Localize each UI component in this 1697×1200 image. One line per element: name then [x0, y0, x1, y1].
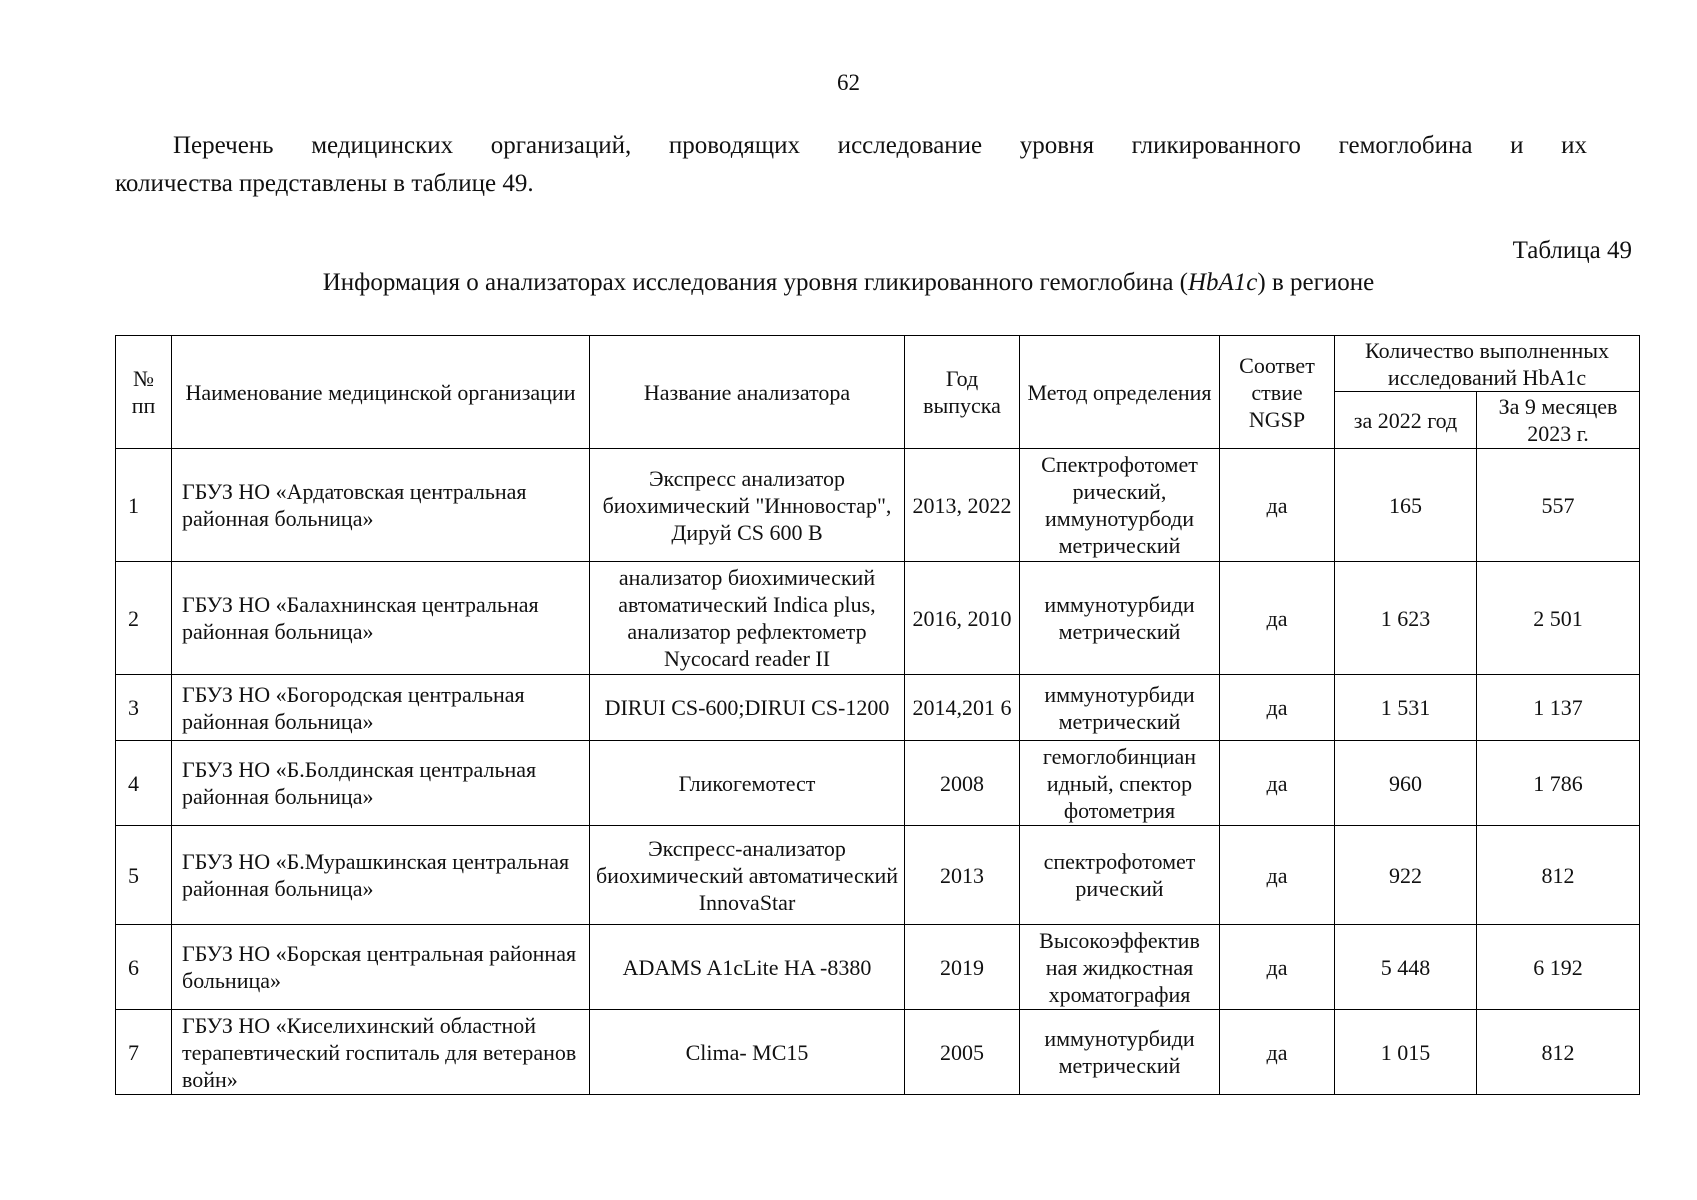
header-analyzer: Название анализатора — [590, 336, 905, 449]
cell-analyzer: ADAMS A1cLite HA -8380 — [590, 925, 905, 1010]
header-count-group: Количество выполненных исследований HbA1c — [1335, 336, 1640, 392]
header-ngsp: Соответ ствие NGSP — [1220, 336, 1335, 449]
cell-method: спектрофотомет рический — [1020, 826, 1220, 925]
cell-ngsp: да — [1220, 449, 1335, 562]
cell-org: ГБУЗ НО «Киселихинский областной терапевтический госпиталь для ветеранов войн» — [172, 1010, 590, 1095]
cell-analyzer: Clima- MC15 — [590, 1010, 905, 1095]
cell-count-2023: 2 501 — [1477, 562, 1640, 675]
cell-analyzer: DIRUI CS-600;DIRUI CS-1200 — [590, 675, 905, 741]
intro-line-1: Перечень медицинских организаций, проводящих исследование уровня гликированного гемоглобина и их — [173, 132, 1587, 159]
table-title-suffix: ) в регионе — [1257, 269, 1375, 296]
table-row — [116, 741, 1640, 826]
page-number: 62 — [837, 70, 860, 95]
cell-year: 2019 — [905, 925, 1020, 1010]
cell-org: ГБУЗ НО «Б.Болдинская центральная районная больница» — [172, 741, 590, 826]
cell-count-2023: 812 — [1477, 826, 1640, 925]
cell-num: 4 — [116, 741, 172, 826]
table-row — [116, 449, 1640, 562]
cell-num: 5 — [116, 826, 172, 925]
table-label: Таблица 49 — [1512, 237, 1632, 264]
cell-year: 2013 — [905, 826, 1020, 925]
table-row — [116, 675, 1640, 741]
cell-analyzer: Экспресс-анализатор биохимический автоматический InnovaStar — [590, 826, 905, 925]
cell-num: 3 — [116, 675, 172, 741]
cell-count-2022: 1 015 — [1335, 1010, 1477, 1095]
cell-method: иммунотурбиди метрический — [1020, 675, 1220, 741]
cell-count-2022: 1 531 — [1335, 675, 1477, 741]
table-title — [0, 269, 1697, 297]
cell-org: ГБУЗ НО «Ардатовская центральная районная больница» — [172, 449, 590, 562]
cell-year: 2008 — [905, 741, 1020, 826]
table-row — [116, 826, 1640, 925]
cell-method: иммунотурбиди метрический — [1020, 562, 1220, 675]
cell-count-2022: 960 — [1335, 741, 1477, 826]
cell-num: 1 — [116, 449, 172, 562]
table-title-text: Информация о анализаторах исследования уровня гликированного гемоглобина ( — [322, 269, 1188, 296]
cell-count-2023: 812 — [1477, 1010, 1640, 1095]
cell-year: 2013, 2022 — [905, 449, 1020, 562]
table-row — [116, 925, 1640, 1010]
cell-count-2022: 165 — [1335, 449, 1477, 562]
cell-ngsp: да — [1220, 1010, 1335, 1095]
cell-org: ГБУЗ НО «Богородская центральная районная больница» — [172, 675, 590, 741]
cell-ngsp: да — [1220, 675, 1335, 741]
intro-line-2: количества представлены в таблице 49. — [115, 170, 534, 197]
cell-ngsp: да — [1220, 826, 1335, 925]
cell-count-2022: 922 — [1335, 826, 1477, 925]
cell-method: Спектрофотомет рический, иммунотурбоди метрический — [1020, 449, 1220, 562]
table-title-abbr: HbA1c — [1187, 269, 1258, 296]
cell-ngsp: да — [1220, 562, 1335, 675]
cell-year: 2016, 2010 — [905, 562, 1020, 675]
cell-org: ГБУЗ НО «Б.Мурашкинская центральная районная больница» — [172, 826, 590, 925]
cell-method: Высокоэффектив ная жидкостная хроматография — [1020, 925, 1220, 1010]
header-org: Наименование медицинской организации — [172, 336, 590, 449]
cell-analyzer: Гликогемотест — [590, 741, 905, 826]
header-count-9m-2023: За 9 месяцев 2023 г. — [1477, 392, 1640, 449]
cell-org: ГБУЗ НО «Балахнинская центральная районная больница» — [172, 562, 590, 675]
intro-paragraph — [115, 127, 1587, 203]
header-num: № пп — [116, 336, 172, 449]
analyzers-table — [115, 335, 1640, 1095]
cell-num: 6 — [116, 925, 172, 1010]
cell-method: гемоглобинциан идный, спектор фотометрия — [1020, 741, 1220, 826]
cell-count-2022: 5 448 — [1335, 925, 1477, 1010]
header-method: Метод определения — [1020, 336, 1220, 449]
cell-org: ГБУЗ НО «Борская центральная районная больница» — [172, 925, 590, 1010]
cell-count-2022: 1 623 — [1335, 562, 1477, 675]
cell-count-2023: 1 786 — [1477, 741, 1640, 826]
cell-ngsp: да — [1220, 925, 1335, 1010]
header-count-2022: за 2022 год — [1335, 392, 1477, 449]
cell-analyzer: анализатор биохимический автоматический Indica plus, анализатор рефлектометр Nycocard reader II — [590, 562, 905, 675]
table-row — [116, 1010, 1640, 1095]
cell-num: 7 — [116, 1010, 172, 1095]
cell-ngsp: да — [1220, 741, 1335, 826]
cell-year: 2014,201 6 — [905, 675, 1020, 741]
header-year: Год выпуска — [905, 336, 1020, 449]
cell-analyzer: Экспресс анализатор биохимический "Инновостар", Дируй CS 600 В — [590, 449, 905, 562]
cell-num: 2 — [116, 562, 172, 675]
cell-method: иммунотурбиди метрический — [1020, 1010, 1220, 1095]
cell-count-2023: 6 192 — [1477, 925, 1640, 1010]
cell-count-2023: 1 137 — [1477, 675, 1640, 741]
cell-year: 2005 — [905, 1010, 1020, 1095]
cell-count-2023: 557 — [1477, 449, 1640, 562]
table-row — [116, 562, 1640, 675]
